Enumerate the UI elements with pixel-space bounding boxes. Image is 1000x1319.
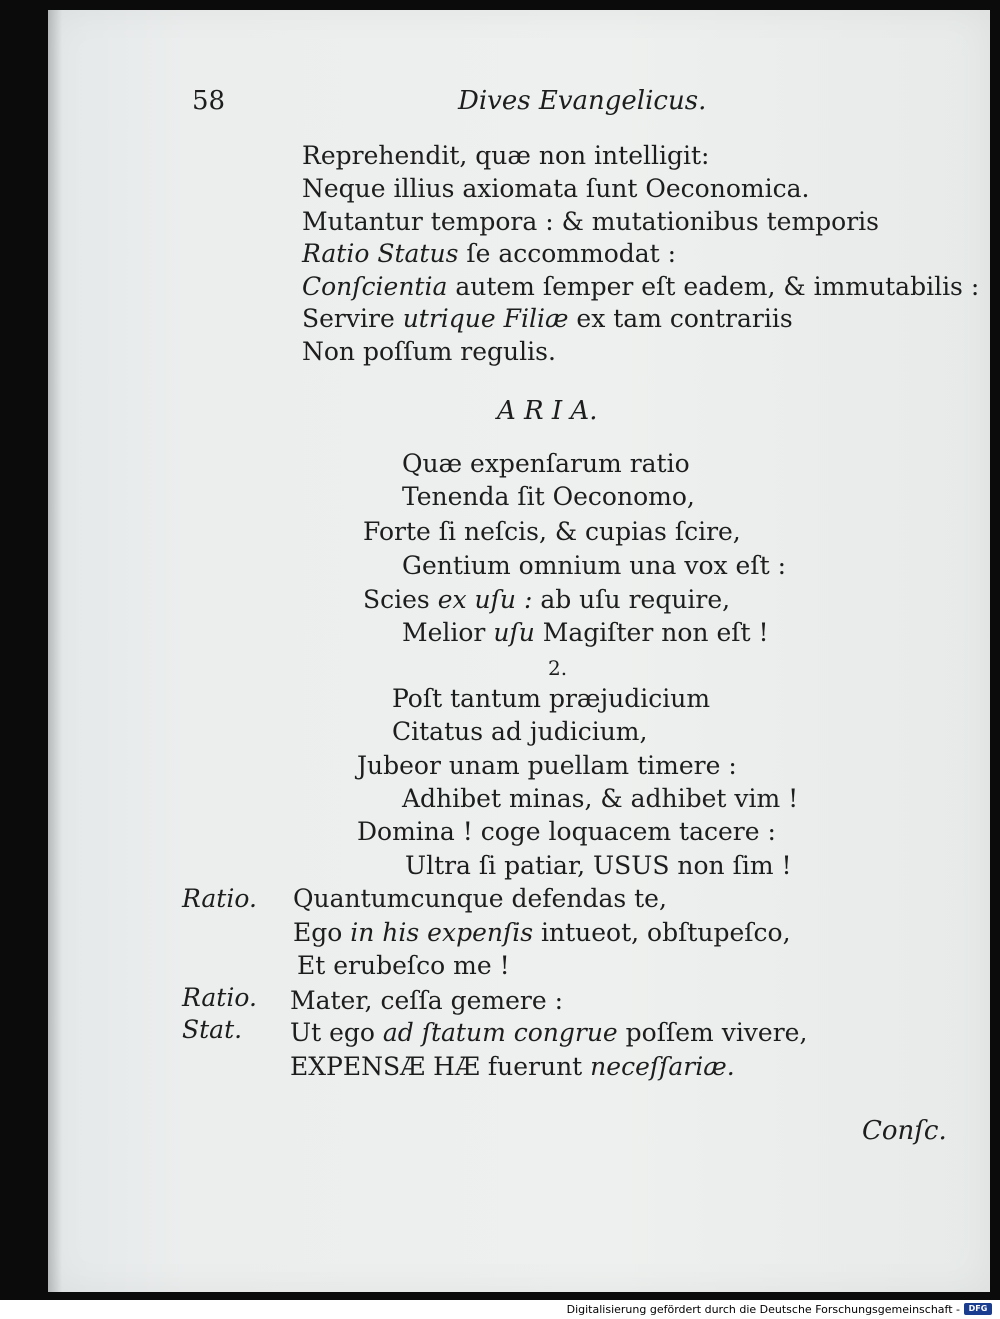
page-number: 58 [192,86,226,116]
prose-line: Non poſſum regulis. [302,337,556,366]
spine-shadow [48,10,62,1292]
dialogue-line: Ut ego ad ſtatum congrue poſſem vivere, [290,1018,808,1047]
dialogue-line: Mater, ceſſa gemere : [290,986,564,1015]
dfg-credit: Digitalisierung gefördert durch die Deutsche Forschungsgemeinschaft - [566,1303,960,1316]
dialogue-line: Ego in his expenſis intueot, obſtupeſco, [293,918,791,947]
prose-line: Conſcientia autem ſemper eſt eadem, & immutabilis : [302,272,980,301]
aria-line: Tenenda ſit Oeconomo, [402,482,695,511]
prose-line: Mutantur tempora : & mutationibus temporis [302,207,879,236]
aria-line: Ultra ſi patiar, USUS non ſim ! [405,851,792,880]
catchword: Conſc. [862,1116,947,1146]
aria-line: Citatus ad judicium, [392,717,648,746]
prose-line: Ratio Status ſe accommodat : [302,239,677,268]
aria-line: Scies ex uſu : ab uſu require, [363,585,731,614]
dialogue-line: EXPENSÆ HÆ fuerunt neceſſariæ. [290,1052,735,1081]
dialogue-line: Et erubeſco me ! [297,951,510,980]
aria-line: Poſt tantum præjudicium [392,684,711,713]
aria-line: Jubeor unam puellam timere : [357,751,737,780]
aria-line: Gentium omnium una vox eſt : [402,551,787,580]
aria-heading: A R I A. [497,396,598,426]
stanza-number: 2. [548,656,568,680]
aria-line: Quæ expenſarum ratio [402,449,690,478]
aria-line: Forte ſi neſcis, & cupias ſcire, [363,517,741,546]
running-title: Dives Evangelicus. [458,86,707,116]
speaker-label: Ratio. [182,884,257,913]
prose-line: Servire utrique Filiæ ex tam contrariis [302,304,793,333]
aria-line: Melior uſu Magiſter non eſt ! [402,618,769,647]
aria-line: Adhibet minas, & adhibet vim ! [402,784,799,813]
speaker-label: Stat. [182,1015,243,1044]
prose-line: Reprehendit, quæ non intelligit: [302,141,710,170]
prose-line: Neque illius axiomata ſunt Oeconomica. [302,174,810,203]
speaker-label: Ratio. [182,983,257,1012]
dfg-logo-icon: DFG [964,1303,992,1315]
aria-line: Domina ! coge loquacem tacere : [357,817,776,846]
dialogue-line: Quantumcunque defendas te, [293,884,667,913]
